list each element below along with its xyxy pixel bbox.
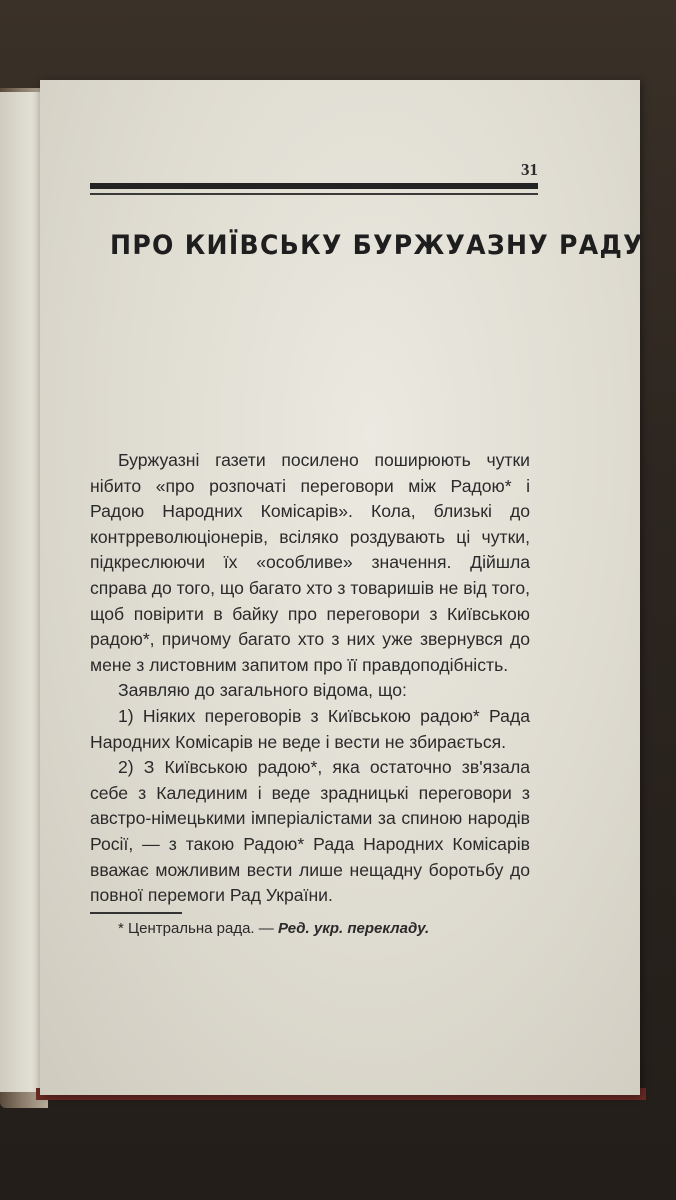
- footnote-editor-note: Ред. укр. перекладу.: [277, 920, 430, 937]
- paragraph: 1) Ніяких переговорів з Київською радою* Рада Народних Комісарів не веде і вести не збирається.: [90, 705, 530, 752]
- paragraph: Буржуазні газети посилено поширюють чутки нібито «про розпочаті переговори між Радою* і Радою Народних Комісарів». Кола, близькі до контрреволюціонерів, всіляко роздувають ці чутки, підкреслюючи їх «особливе» значення. Дійшла справа до того, що багато хто з товаришів не від того, щоб повірити в байку про переговори з Київською радою*, причому багато хто з них уже звернувся до мене з листовним запитом про її правдоподібність.: [90, 450, 530, 675]
- page-number: 31: [521, 160, 538, 179]
- header-rule-thin: [90, 193, 538, 195]
- header-rule-thick: [90, 183, 538, 189]
- article-title: ПРО КИЇВСЬКУ БУРЖУАЗНУ РАДУ: [110, 230, 644, 261]
- footnote-text: * Центральна рада. —: [118, 920, 278, 937]
- footnote-rule: [90, 912, 182, 914]
- footnote: [118, 920, 429, 937]
- page-stack-left: [0, 92, 44, 1092]
- article-body: [90, 448, 530, 909]
- paragraph: 2) З Київською радою*, яка остаточно зв'язала себе з Калединим і веде зрадницькі переговори з австро-німецькими імперіалістами за спиною народів Росії, — з такою Радою* Рада Народних Комісарів вважає можливим вести лише нещадну боротьбу до повної перемоги Рад України.: [90, 757, 530, 906]
- paragraph: Заявляю до загального відома, що:: [118, 680, 407, 701]
